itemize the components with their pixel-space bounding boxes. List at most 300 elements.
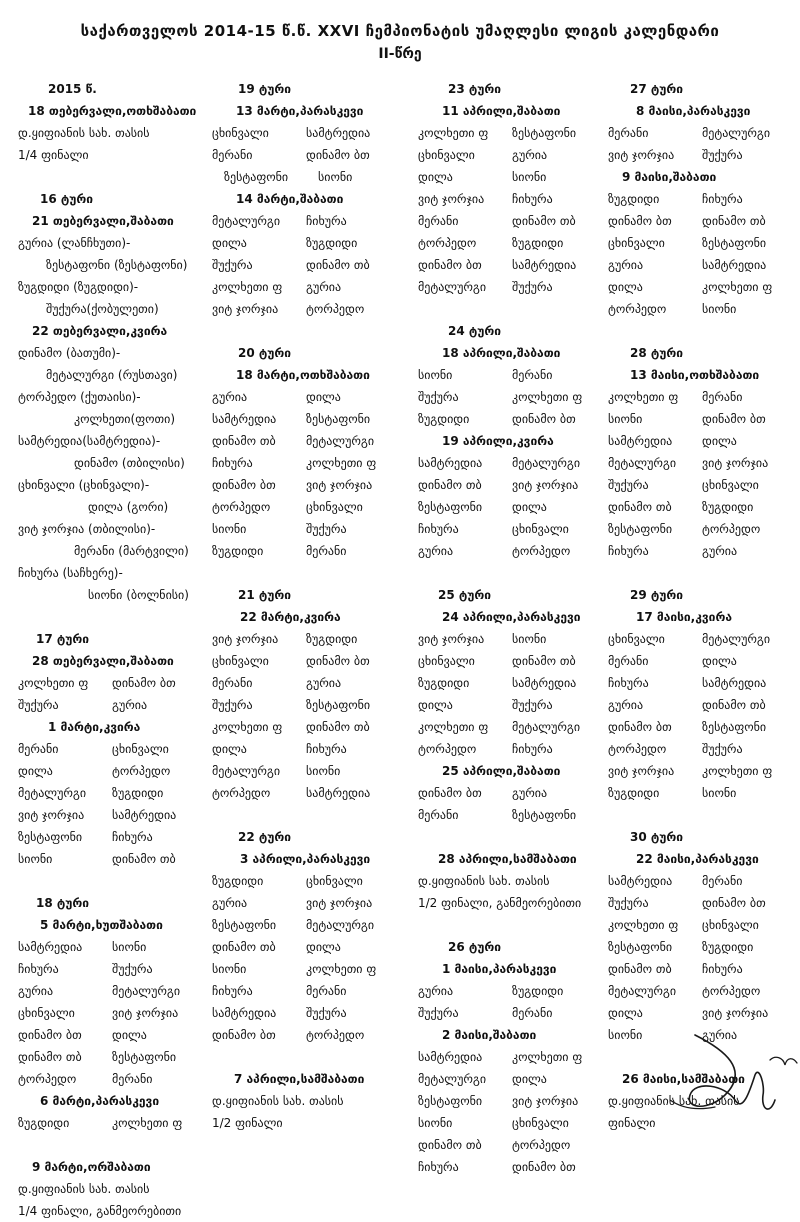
match-row bbox=[418, 210, 608, 232]
away-team: ტორპედო bbox=[306, 302, 365, 316]
away-team: დინამო ბთ bbox=[702, 896, 766, 910]
away-team: მეტალურგი bbox=[306, 918, 375, 932]
fixture-line: ზუგდიდი (ზუგდიდი)- bbox=[18, 280, 139, 294]
match-row bbox=[212, 144, 412, 166]
away-team: გურია bbox=[702, 544, 738, 558]
home-team: ტორპედო bbox=[212, 786, 271, 800]
home-team: ზუგდიდი bbox=[18, 1116, 70, 1130]
date-heading: 1 მაისი,პარასკევი bbox=[442, 962, 557, 976]
away-team: მეტალურგი bbox=[306, 434, 375, 448]
date-heading: 22 მაისი,პარასკევი bbox=[636, 852, 759, 866]
away-team: ცხინვალი bbox=[512, 1116, 569, 1130]
date-heading: 7 აპრილი,სამშაბათი bbox=[234, 1072, 365, 1086]
home-team: დილა bbox=[608, 280, 643, 294]
match-row bbox=[608, 760, 798, 782]
round-heading: 30 ტური bbox=[630, 830, 684, 844]
match-row bbox=[212, 1024, 412, 1046]
match-row bbox=[418, 166, 608, 188]
match-row bbox=[212, 980, 412, 1002]
page-title: საქართველოს 2014-15 წ.წ. XXVI ჩემპიონატის უმაღლესი ლიგის კალენდარი bbox=[80, 22, 720, 40]
away-team: ზუგდიდი bbox=[112, 786, 164, 800]
home-team: დინამო ბთ bbox=[418, 258, 482, 272]
home-team: ჩიხურა bbox=[18, 962, 59, 976]
match-row bbox=[418, 496, 608, 518]
match-row bbox=[212, 716, 412, 738]
home-team: მერანი bbox=[608, 654, 649, 668]
home-team: მერანი bbox=[212, 676, 253, 690]
date-heading: 3 აპრილი,პარასკევი bbox=[240, 852, 371, 866]
match-row bbox=[418, 1156, 608, 1178]
away-team: ვიტ ჯორჯია bbox=[702, 1006, 769, 1020]
away-team: სიონი bbox=[306, 764, 341, 778]
home-team: დინამო ბთ bbox=[608, 214, 672, 228]
away-team: მერანი bbox=[702, 390, 743, 404]
match-row bbox=[418, 1046, 608, 1068]
home-team: სიონი bbox=[18, 852, 53, 866]
home-team: ზუგდიდი bbox=[212, 544, 264, 558]
cup-block bbox=[212, 1068, 412, 1134]
match-row bbox=[418, 254, 608, 276]
away-team: ცხინვალი bbox=[512, 522, 569, 536]
match-row bbox=[212, 254, 412, 276]
match-row bbox=[418, 364, 608, 386]
match-row bbox=[608, 298, 798, 320]
home-team: ტორპედო bbox=[212, 500, 271, 514]
away-team: მერანი bbox=[306, 544, 347, 558]
match-row bbox=[418, 518, 608, 540]
match-row bbox=[212, 650, 412, 672]
match-row bbox=[418, 716, 608, 738]
date-heading: 18 აპრილი,შაბათი bbox=[442, 346, 561, 360]
cup-line: 1/2 ფინალი, განმეორებითი bbox=[418, 896, 582, 910]
round-heading: 28 ტური bbox=[630, 346, 684, 360]
home-team: გურია bbox=[418, 544, 454, 558]
match-row bbox=[212, 276, 412, 298]
home-team: გურია bbox=[608, 258, 644, 272]
home-team: ტორპედო bbox=[608, 302, 667, 316]
page-subtitle: II-წრე bbox=[378, 46, 422, 62]
away-team: ზესტაფონი bbox=[512, 126, 577, 140]
away-team: ცხინვალი bbox=[702, 478, 759, 492]
round-block-27 bbox=[608, 78, 798, 320]
away-team: ტორპედო bbox=[702, 984, 761, 998]
cup-line: 1/2 ფინალი bbox=[212, 1116, 283, 1130]
cup-line: დ.ყიფიანის სახ. თასის bbox=[18, 126, 150, 140]
home-team: დილა bbox=[418, 170, 453, 184]
away-team: სიონი bbox=[512, 632, 547, 646]
home-team: სიონი bbox=[212, 962, 247, 976]
away-team: ვიტ ჯორჯია bbox=[112, 1006, 179, 1020]
match-row bbox=[608, 452, 798, 474]
round-block-29 bbox=[608, 584, 798, 804]
home-team: ვიტ ჯორჯია bbox=[418, 632, 485, 646]
round-block-17 bbox=[18, 628, 213, 870]
match-row bbox=[18, 760, 213, 782]
round-heading: 21 ტური bbox=[238, 588, 292, 602]
away-team: ცხინვალი bbox=[702, 918, 759, 932]
away-team: სამტრედია bbox=[306, 786, 371, 800]
home-team: გურია bbox=[418, 984, 454, 998]
round-heading: 22 ტური bbox=[238, 830, 292, 844]
away-team: ტორპედო bbox=[702, 522, 761, 536]
away-team: ტორპედო bbox=[512, 544, 571, 558]
fixture-line: ზესტაფონი (ზესტაფონი) bbox=[46, 258, 188, 272]
cup-block bbox=[18, 100, 213, 166]
fixture-line: ვიტ ჯორჯია (თბილისი)- bbox=[18, 522, 156, 536]
match-row bbox=[418, 122, 608, 144]
round-block-23 bbox=[418, 78, 608, 298]
match-row bbox=[212, 1002, 412, 1024]
home-team: სიონი bbox=[212, 522, 247, 536]
away-team: ჩიხურა bbox=[702, 962, 743, 976]
match-row bbox=[418, 1002, 608, 1024]
away-team: შუქურა bbox=[306, 1006, 347, 1020]
away-team: სიონი bbox=[112, 940, 147, 954]
year-heading: 2015 წ. bbox=[48, 82, 97, 96]
away-team: ზესტაფონი bbox=[702, 236, 767, 250]
match-row bbox=[18, 848, 213, 870]
match-row bbox=[212, 210, 412, 232]
date-heading: 18 მარტი,ოთხშაბათი bbox=[236, 368, 370, 382]
away-team: მერანი bbox=[512, 1006, 553, 1020]
away-team: ზესტაფონი bbox=[306, 412, 371, 426]
match-row bbox=[608, 694, 798, 716]
away-team: სამტრედია bbox=[702, 676, 767, 690]
away-team: კოლხეთი ფ bbox=[702, 764, 773, 778]
home-team: მეტალურგი bbox=[418, 280, 487, 294]
home-team: სიონი bbox=[418, 368, 453, 382]
away-team: ზუგდიდი bbox=[512, 236, 564, 250]
round-block-20 bbox=[212, 342, 412, 562]
away-team: ჩიხურა bbox=[112, 830, 153, 844]
match-row bbox=[418, 276, 608, 298]
match-row bbox=[212, 122, 412, 144]
home-team: დინამო თბ bbox=[18, 1050, 82, 1064]
away-team: ზესტაფონი bbox=[512, 808, 577, 822]
home-team: დილა bbox=[212, 236, 247, 250]
match-row bbox=[212, 694, 412, 716]
home-team: გურია bbox=[212, 390, 248, 404]
round-heading: 26 ტური bbox=[448, 940, 502, 954]
match-row bbox=[212, 518, 412, 540]
home-team: ზუგდიდი bbox=[418, 676, 470, 690]
match-row bbox=[212, 892, 412, 914]
home-team: ზუგდიდი bbox=[212, 874, 264, 888]
match-row bbox=[18, 936, 213, 958]
round-heading: 18 ტური bbox=[36, 896, 90, 910]
round-heading: 20 ტური bbox=[238, 346, 292, 360]
home-team: ზესტაფონი bbox=[18, 830, 83, 844]
home-team: ცხინვალი bbox=[418, 148, 475, 162]
away-team: სამტრედია bbox=[512, 676, 577, 690]
match-row bbox=[608, 672, 798, 694]
away-team: მერანი bbox=[702, 874, 743, 888]
column-3 bbox=[418, 78, 608, 1178]
away-team: დინამო ბთ bbox=[112, 676, 176, 690]
date-heading: 13 მარტი,პარასკევი bbox=[236, 104, 364, 118]
match-row bbox=[418, 980, 608, 1002]
home-team: დინამო ბთ bbox=[418, 786, 482, 800]
match-row bbox=[212, 936, 412, 958]
home-team: ვიტ ჯორჯია bbox=[212, 302, 279, 316]
away-team: დინამო თბ bbox=[512, 654, 576, 668]
match-row bbox=[608, 188, 798, 210]
date-heading: 24 აპრილი,პარასკევი bbox=[442, 610, 581, 624]
match-row bbox=[18, 1068, 213, 1090]
match-row bbox=[18, 738, 213, 760]
away-team: ვიტ ჯორჯია bbox=[306, 478, 373, 492]
home-team: შუქურა bbox=[418, 390, 459, 404]
fixture-line: ტორპედო (ქუთაისი)- bbox=[18, 390, 141, 404]
match-row bbox=[608, 914, 798, 936]
home-team: სამტრედია bbox=[418, 1050, 483, 1064]
fixture-line: დინამო (თბილისი) bbox=[74, 456, 185, 470]
match-row bbox=[418, 650, 608, 672]
date-heading: 19 აპრილი,კვირა bbox=[442, 434, 554, 448]
home-team: სამტრედია bbox=[608, 434, 673, 448]
away-team: ზუგდიდი bbox=[306, 632, 358, 646]
match-row bbox=[418, 1134, 608, 1156]
match-row bbox=[212, 496, 412, 518]
match-row bbox=[418, 628, 608, 650]
away-team: დინამო თბ bbox=[702, 698, 766, 712]
match-row bbox=[18, 1112, 213, 1134]
match-row bbox=[608, 650, 798, 672]
match-row bbox=[212, 540, 412, 562]
home-team: მეტალურგი bbox=[418, 1072, 487, 1086]
home-team: ცხინვალი bbox=[418, 654, 475, 668]
match-row bbox=[18, 782, 213, 804]
round-heading: 29 ტური bbox=[630, 588, 684, 602]
away-team: სამტრედია bbox=[702, 258, 767, 272]
home-team: მეტალურგი bbox=[608, 456, 677, 470]
match-row bbox=[418, 408, 608, 430]
match-row bbox=[418, 738, 608, 760]
match-row bbox=[18, 980, 213, 1002]
away-team: დინამო თბ bbox=[306, 258, 370, 272]
home-team: კოლხეთი ფ bbox=[212, 720, 283, 734]
home-team: მერანი bbox=[212, 148, 253, 162]
match-row bbox=[608, 408, 798, 430]
home-team: ტორპედო bbox=[18, 1072, 77, 1086]
home-team: შუქურა bbox=[608, 478, 649, 492]
date-heading: 28 თებერვალი,შაბათი bbox=[32, 654, 174, 668]
home-team: ჩიხურა bbox=[608, 676, 649, 690]
away-team: კოლხეთი ფ bbox=[512, 390, 583, 404]
cup-line: დ.ყიფიანის სახ. თასის bbox=[212, 1094, 344, 1108]
away-team: მერანი bbox=[306, 984, 347, 998]
away-team: გურია bbox=[306, 676, 342, 690]
home-team: მეტალურგი bbox=[18, 786, 87, 800]
fixture-line: კოლხეთი(ფოთი) bbox=[74, 412, 176, 426]
round-heading: 16 ტური bbox=[40, 192, 94, 206]
match-row bbox=[608, 936, 798, 958]
away-team: სიონი bbox=[318, 170, 353, 184]
match-row bbox=[418, 1068, 608, 1090]
away-team: მერანი bbox=[112, 1072, 153, 1086]
match-row bbox=[212, 386, 412, 408]
match-row bbox=[608, 892, 798, 914]
home-team: ზესტაფონი bbox=[608, 522, 673, 536]
date-heading: 2 მაისი,შაბათი bbox=[442, 1028, 537, 1042]
round-block-24 bbox=[418, 320, 608, 562]
match-row bbox=[18, 672, 213, 694]
date-heading: 1 მარტი,კვირა bbox=[48, 720, 141, 734]
home-team: დინამო ბთ bbox=[212, 478, 276, 492]
away-team: ვიტ ჯორჯია bbox=[306, 896, 373, 910]
home-team: დინამო თბ bbox=[608, 962, 672, 976]
away-team: ზუგდიდი bbox=[306, 236, 358, 250]
match-row bbox=[18, 804, 213, 826]
home-team: დინამო თბ bbox=[212, 940, 276, 954]
fixture-line: მერანი (მარტვილი) bbox=[74, 544, 189, 558]
home-team: დინამო ბთ bbox=[212, 1028, 276, 1042]
home-team: შუქურა bbox=[18, 698, 59, 712]
fixture-line: სიონი (ბოლნისი) bbox=[88, 588, 189, 602]
date-heading: 21 თებერვალი,შაბათი bbox=[32, 214, 174, 228]
home-team: შუქურა bbox=[212, 258, 253, 272]
away-team: ზესტაფონი bbox=[306, 698, 371, 712]
match-row bbox=[212, 672, 412, 694]
fixture-line: ცხინვალი (ცხინვალი)- bbox=[18, 478, 150, 492]
match-row bbox=[212, 430, 412, 452]
away-team: კოლხეთი ფ bbox=[512, 1050, 583, 1064]
home-team: დინამო თბ bbox=[608, 500, 672, 514]
column-2 bbox=[212, 78, 412, 1134]
home-team: სამტრედია bbox=[608, 874, 673, 888]
match-row bbox=[212, 760, 412, 782]
home-team: ცხინვალი bbox=[608, 236, 665, 250]
away-team: შუქურა bbox=[112, 962, 153, 976]
fixture-line: ჩიხურა (საჩხერე)- bbox=[18, 566, 123, 580]
match-row bbox=[418, 144, 608, 166]
away-team: დილა bbox=[512, 500, 547, 514]
match-row bbox=[418, 672, 608, 694]
home-team: ჩიხურა bbox=[212, 984, 253, 998]
away-team: ვიტ ჯორჯია bbox=[512, 1094, 579, 1108]
match-row bbox=[418, 386, 608, 408]
home-team: სამტრედია bbox=[212, 412, 277, 426]
home-team: დინამო თბ bbox=[418, 1138, 482, 1152]
signature-graphic bbox=[655, 1015, 800, 1125]
home-team: ვიტ ჯორჯია bbox=[18, 808, 85, 822]
column-4 bbox=[608, 78, 798, 1134]
round-heading: 25 ტური bbox=[438, 588, 492, 602]
home-team: გურია bbox=[608, 698, 644, 712]
away-team: შუქურა bbox=[702, 148, 743, 162]
away-team: მეტალურგი bbox=[512, 456, 581, 470]
round-block-22 bbox=[212, 826, 412, 1046]
match-row bbox=[608, 738, 798, 760]
match-row bbox=[608, 430, 798, 452]
away-team: დინამო ბთ bbox=[702, 412, 766, 426]
away-team: ზუგდიდი bbox=[702, 500, 754, 514]
date-heading: 28 აპრილი,სამშაბათი bbox=[438, 852, 577, 866]
home-team: გურია bbox=[212, 896, 248, 910]
match-row bbox=[418, 232, 608, 254]
match-row bbox=[212, 408, 412, 430]
date-heading: 6 მარტი,პარასკევი bbox=[40, 1094, 160, 1108]
cup-line: დ.ყიფიანის სახ. თასის bbox=[608, 1094, 740, 1108]
home-team: ცხინვალი bbox=[212, 126, 269, 140]
match-row bbox=[418, 1090, 608, 1112]
away-team: კოლხეთი ფ bbox=[306, 962, 377, 976]
round-block-16 bbox=[18, 188, 213, 606]
away-team: ვიტ ჯორჯია bbox=[512, 478, 579, 492]
match-row bbox=[18, 694, 213, 716]
away-team: სიონი bbox=[512, 170, 547, 184]
away-team: ტორპედო bbox=[112, 764, 171, 778]
date-heading: 5 მარტი,ხუთშაბათი bbox=[40, 918, 163, 932]
cup-line: 1/4 ფინალი, განმეორებითი bbox=[18, 1204, 182, 1218]
home-team: მეტალურგი bbox=[212, 764, 281, 778]
away-team: შუქურა bbox=[512, 280, 553, 294]
away-team: დილა bbox=[702, 654, 737, 668]
match-row bbox=[418, 452, 608, 474]
home-team: ცხინვალი bbox=[608, 632, 665, 646]
match-row bbox=[212, 958, 412, 980]
cup-line: დ.ყიფიანის სახ. თასის bbox=[418, 874, 550, 888]
match-row bbox=[212, 232, 412, 254]
date-heading: 13 მაისი,ოთხშაბათი bbox=[630, 368, 760, 382]
home-team: ტორპედო bbox=[418, 236, 477, 250]
date-heading: 26 მაისი,სამშაბათი bbox=[622, 1072, 745, 1086]
away-team: დილა bbox=[512, 1072, 547, 1086]
match-row bbox=[418, 804, 608, 826]
away-team: ტორპედო bbox=[512, 1138, 571, 1152]
home-team: ჩიხურა bbox=[608, 544, 649, 558]
cup-block bbox=[18, 1156, 213, 1222]
round-heading: 19 ტური bbox=[238, 82, 292, 96]
home-team: სიონი bbox=[608, 1028, 643, 1042]
away-team: ჩიხურა bbox=[512, 192, 553, 206]
match-row bbox=[418, 188, 608, 210]
away-team: დილა bbox=[306, 940, 341, 954]
match-row bbox=[418, 1112, 608, 1134]
home-team: დინამო თბ bbox=[212, 434, 276, 448]
column-1 bbox=[18, 78, 213, 1222]
away-team: ზესტაფონი bbox=[112, 1050, 177, 1064]
round-block-21 bbox=[212, 584, 412, 804]
away-team: ჩიხურა bbox=[512, 742, 553, 756]
away-team: კოლხეთი ფ bbox=[306, 456, 377, 470]
home-team: მერანი bbox=[608, 126, 649, 140]
home-team: ზუგდიდი bbox=[418, 412, 470, 426]
home-team: შუქურა bbox=[212, 698, 253, 712]
match-row bbox=[608, 232, 798, 254]
away-team: დინამო ბთ bbox=[512, 412, 576, 426]
match-row bbox=[608, 628, 798, 650]
away-team: მეტალურგი bbox=[702, 632, 771, 646]
match-row bbox=[212, 914, 412, 936]
date-heading: 17 მაისი,კვირა bbox=[636, 610, 732, 624]
match-row bbox=[608, 870, 798, 892]
date-heading: 22 თებერვალი,კვირა bbox=[32, 324, 168, 338]
match-row bbox=[18, 1024, 213, 1046]
fixture-line: დინამო (ბათუმი)- bbox=[18, 346, 121, 360]
cup-line: 1/4 ფინალი bbox=[18, 148, 89, 162]
match-row bbox=[212, 452, 412, 474]
match-row bbox=[608, 540, 798, 562]
home-team: ვიტ ჯორჯია bbox=[212, 632, 279, 646]
match-row bbox=[608, 980, 798, 1002]
home-team: ჩიხურა bbox=[418, 1160, 459, 1174]
away-team: სამტრედია bbox=[112, 808, 177, 822]
round-heading: 27 ტური bbox=[630, 82, 684, 96]
date-heading: 9 მარტი,ორშაბათი bbox=[32, 1160, 151, 1174]
date-heading: 22 მარტი,კვირა bbox=[240, 610, 341, 624]
match-row bbox=[418, 540, 608, 562]
